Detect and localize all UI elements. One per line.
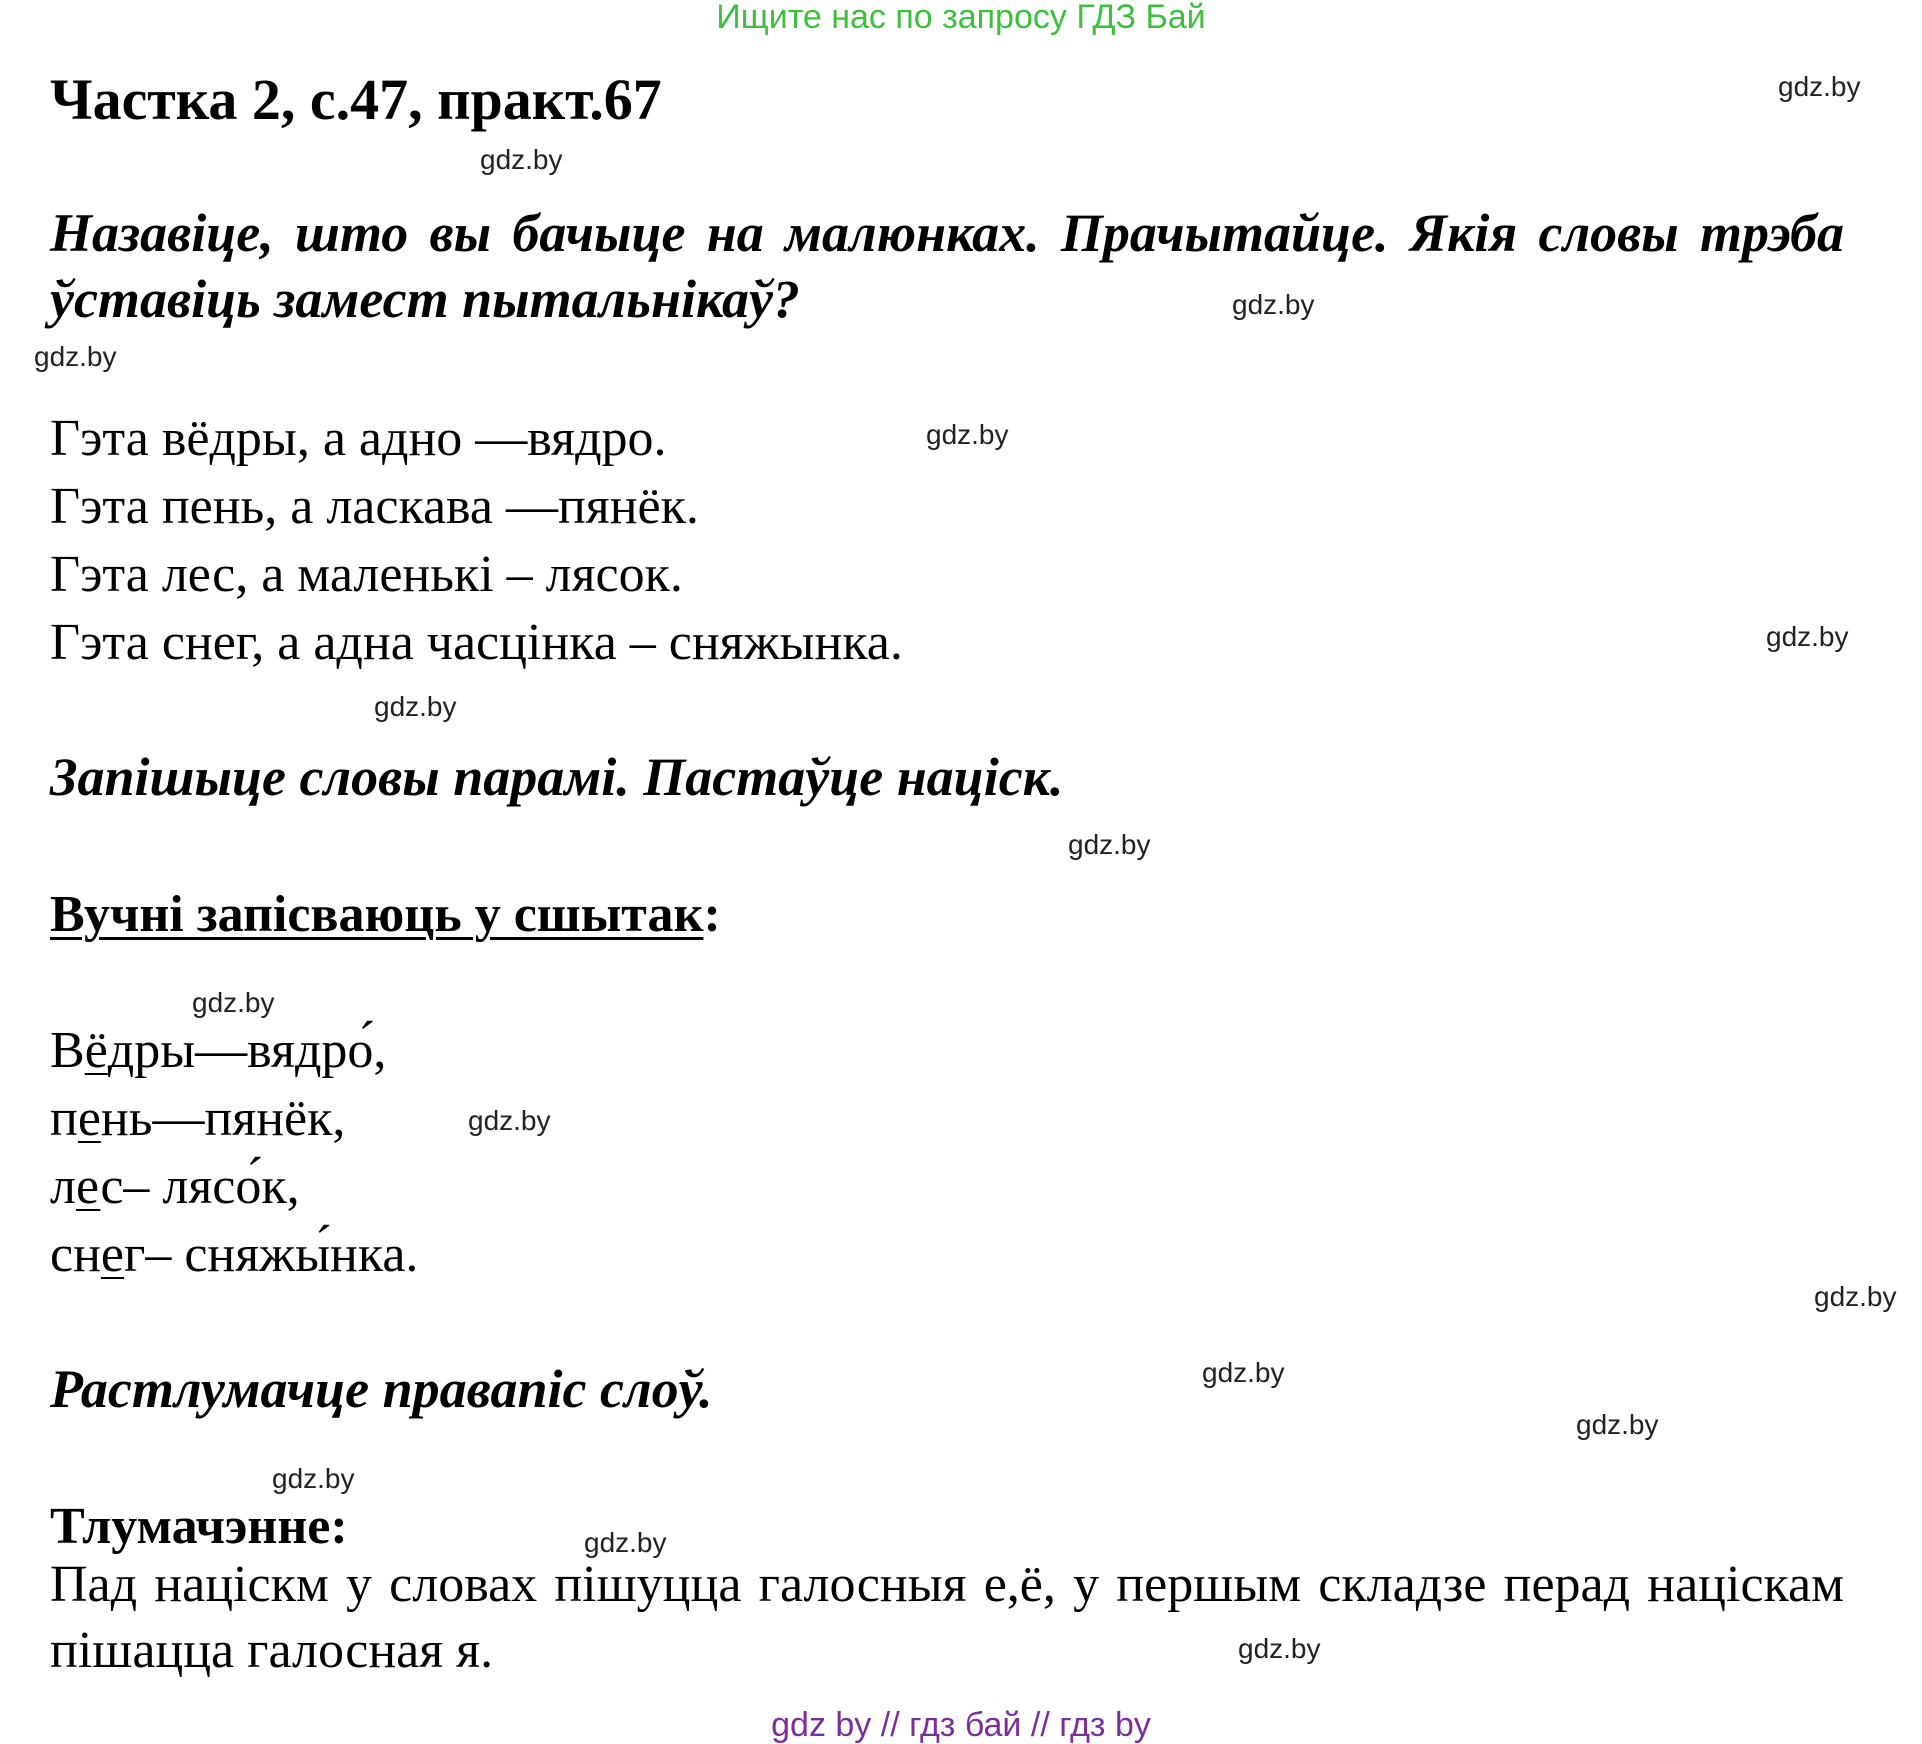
text-line-1: Гэта вёдры, а адно —вядро. — [50, 410, 667, 467]
word-pair-2 — [50, 1086, 345, 1152]
top-banner[interactable]: Ищите нас по запросу ГДЗ Бай — [716, 0, 1206, 36]
word-pair-1 — [50, 1018, 386, 1084]
stressed-vowel: е — [77, 1090, 101, 1147]
text-line-4: Гэта снег, а адна часцінка – сняжынка. — [50, 614, 903, 671]
stressed-vowel: ё — [84, 1022, 108, 1079]
task-instruction-1: Назавіце, што вы бачыце на малюнках. Прачытайце. Якія словы трэба ўставіць замест пытальнікаў? — [50, 203, 1844, 329]
watermark: gdz.by — [584, 1527, 667, 1558]
word-pair-3 — [50, 1154, 300, 1220]
word-pair-part: с– лясо́к, — [100, 1158, 300, 1215]
watermark: gdz.by — [272, 1463, 355, 1494]
word-pair-part: нь—пянёк, — [100, 1090, 346, 1147]
students-heading-text: Вучні запісваюць у сшытак — [50, 886, 704, 943]
word-pair-part: п — [50, 1090, 78, 1147]
explain-text: Пад націскм у словах пішуцца галосныя е,ё, у першым складзе перад націскам пішацца галосная я. — [50, 1556, 1844, 1679]
word-pair-part: сн — [50, 1226, 101, 1283]
task-instruction-2: Запішыце словы парамі. Пастаўце націск. — [50, 747, 1064, 807]
word-pair-part: г– сняжы́нка. — [124, 1226, 419, 1283]
word-pair-part: В — [50, 1022, 85, 1079]
page-title: Частка 2, с.47, практ.67 — [50, 67, 662, 132]
explain-heading: Тлумачэнне: — [50, 1498, 348, 1555]
text-line-2: Гэта пень, а ласкава —пянёк. — [50, 478, 699, 535]
word-pair-part: дры—вядро́, — [107, 1022, 387, 1079]
watermark: gdz.by — [1576, 1409, 1659, 1440]
students-heading — [50, 882, 721, 948]
watermark: gdz.by — [1238, 1633, 1321, 1664]
students-heading-colon: : — [703, 886, 721, 943]
word-pair-part: л — [50, 1158, 76, 1215]
watermark: gdz.by — [1202, 1357, 1285, 1388]
watermark: gdz.by — [926, 419, 1009, 450]
word-pair-4 — [50, 1222, 418, 1288]
task-instruction-3: Растлумачце правапіс слоў. — [50, 1359, 713, 1419]
watermark: gdz.by — [1068, 829, 1151, 860]
watermark: gdz.by — [1778, 71, 1861, 102]
stressed-vowel: е — [100, 1226, 125, 1283]
text-line-3: Гэта лес, а маленькі – лясок. — [50, 546, 683, 603]
watermark: gdz.by — [480, 144, 563, 175]
watermark: gdz.by — [468, 1105, 551, 1136]
watermark: gdz.by — [1232, 289, 1315, 320]
footer-links[interactable]: gdz by // гдз бай // гдз by — [771, 1706, 1151, 1744]
watermark: gdz.by — [1766, 621, 1849, 652]
watermark: gdz.by — [1814, 1281, 1897, 1312]
watermark: gdz.by — [34, 341, 117, 372]
watermark: gdz.by — [192, 987, 275, 1018]
stressed-vowel: е — [75, 1158, 101, 1215]
watermark: gdz.by — [374, 691, 457, 722]
